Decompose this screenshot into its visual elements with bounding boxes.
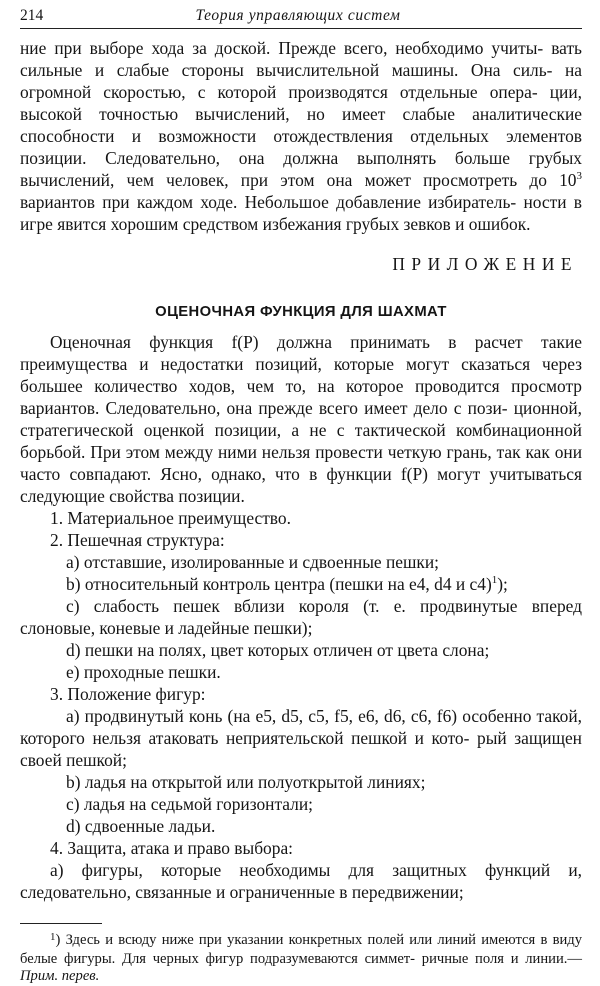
footnote bbox=[20, 932, 582, 986]
running-title: Теория управляющих систем bbox=[195, 7, 401, 24]
list-item-2: 2. Пешечная структура: bbox=[50, 530, 225, 550]
footnote-line: ричные поля и линии.— bbox=[421, 950, 582, 967]
intro-line: вычислений, чем человек, при этом она может просмотреть до 10 bbox=[20, 170, 577, 190]
translator-note: Прим. перев. bbox=[20, 968, 100, 984]
list-item-2c-line: c) слабость пешек вблизи короля (т. е. продвинутые вперед bbox=[66, 596, 582, 616]
main-line: комбинационной борьбой. При этом между ними нельзя провести bbox=[20, 420, 582, 462]
intro-line: способности и возможности отождествления отдельных элементов bbox=[20, 126, 582, 146]
intro-paragraph bbox=[20, 37, 582, 235]
main-line: преимущества и недостатки позиций, которые могут сказаться через bbox=[20, 354, 582, 374]
list-item-2c-line: слоновые, коневые и ладейные пешки); bbox=[20, 618, 313, 638]
intro-line: и ошибок. bbox=[455, 214, 531, 234]
main-line: большее количество ходов, чем то, на которое проводится просмотр bbox=[20, 376, 582, 396]
section-title: ОЦЕНОЧНАЯ ФУНКЦИЯ ДЛЯ ШАХМАТ bbox=[155, 304, 447, 320]
main-line: ционной, стратегической оценкой позиции, а не с тактической bbox=[20, 398, 582, 440]
list-item-2b-text: b) относительный контроль центра (пешки на e4, d4 и c4) bbox=[66, 574, 492, 594]
main-line: четкую грань, так как они часто совпадают. Ясно, однако, что bbox=[20, 442, 583, 484]
list-item-2b bbox=[20, 573, 582, 595]
list-item-4a-line: a) фигуры, которые необходимы для защитных функций bbox=[50, 860, 551, 880]
main-line: Оценочная функция f(P) должна принимать в расчет такие bbox=[50, 332, 582, 352]
page-body bbox=[20, 37, 582, 903]
list-item-4a-line: и, следовательно, связанные и ограниченные в передвижении; bbox=[20, 860, 582, 902]
intro-line: на огромной скоростью, с которой производятся отдельные опера- bbox=[20, 60, 582, 102]
list-item-1: 1. Материальное преимущество. bbox=[50, 508, 291, 528]
intro-line: ние при выборе хода за доской. Прежде всего, необходимо учиты- bbox=[20, 38, 544, 58]
list-item-2a: a) отставшие, изолированные и сдвоенные пешки; bbox=[66, 552, 439, 572]
main-line: вариантов. Следовательно, она прежде всего имеет дело с пози- bbox=[20, 398, 508, 418]
list-item-4: 4. Защита, атака и право выбора: bbox=[50, 838, 293, 858]
footnote-line: имеются в виду белые фигуры. Для черных фигур подразумеваются симмет- bbox=[20, 932, 583, 967]
list-item-3b: b) ладья на открытой или полуоткрытой линиях; bbox=[66, 772, 426, 792]
intro-line: ции, высокой точностью вычислений, но имеет слабые аналитические bbox=[20, 82, 582, 124]
list-item-2c bbox=[20, 595, 582, 639]
footnote-marker: 1 bbox=[491, 574, 498, 587]
list-item-3a bbox=[20, 705, 582, 771]
exponent: 3 bbox=[576, 170, 582, 183]
main-line: в функции f(P) могут учитываться следующие свойства позиции. bbox=[20, 464, 582, 506]
list-item-2d: d) пешки на полях, цвет которых отличен от цвета слона; bbox=[66, 640, 490, 660]
appendix-heading: ПРИЛОЖЕНИЕ bbox=[392, 254, 578, 274]
list-item-3a-line: такой, которого нельзя атаковать неприятельской пешкой и кото- bbox=[20, 706, 582, 748]
list-item-3a-line: a) продвинутый конь (на e5, d5, c5, f5, e6, d6, c6, f6) особенно bbox=[66, 706, 532, 726]
intro-line: позиции. Следовательно, она должна выполнять больше грубых bbox=[20, 148, 582, 168]
main-paragraph bbox=[20, 331, 582, 507]
list-item-3a-line: рый защищен своей пешкой; bbox=[20, 728, 582, 770]
footnote-number: 1 bbox=[50, 931, 56, 943]
list-item-2e: e) проходные пешки. bbox=[66, 662, 221, 682]
running-head bbox=[20, 6, 582, 29]
list-item-3c: c) ладья на седьмой горизонтали; bbox=[66, 794, 313, 814]
footnote-line: ) Здесь и всюду ниже при указании конкретных полей или линий bbox=[55, 932, 476, 948]
intro-line: вариантов при каждом ходе. Небольшое добавление избиратель- bbox=[20, 192, 517, 212]
intro-line: вать сильные и слабые стороны вычислительной машины. Она силь- bbox=[20, 38, 582, 80]
page-number: 214 bbox=[20, 7, 44, 24]
list-item-3d: d) сдвоенные ладьи. bbox=[66, 816, 216, 836]
list-item-3: 3. Положение фигур: bbox=[50, 684, 206, 704]
intro-line: ности в игре явится хорошим средством избежания грубых зевков bbox=[20, 192, 582, 234]
list-item-2b-end: ); bbox=[497, 574, 508, 594]
list-item-4a bbox=[20, 859, 582, 903]
